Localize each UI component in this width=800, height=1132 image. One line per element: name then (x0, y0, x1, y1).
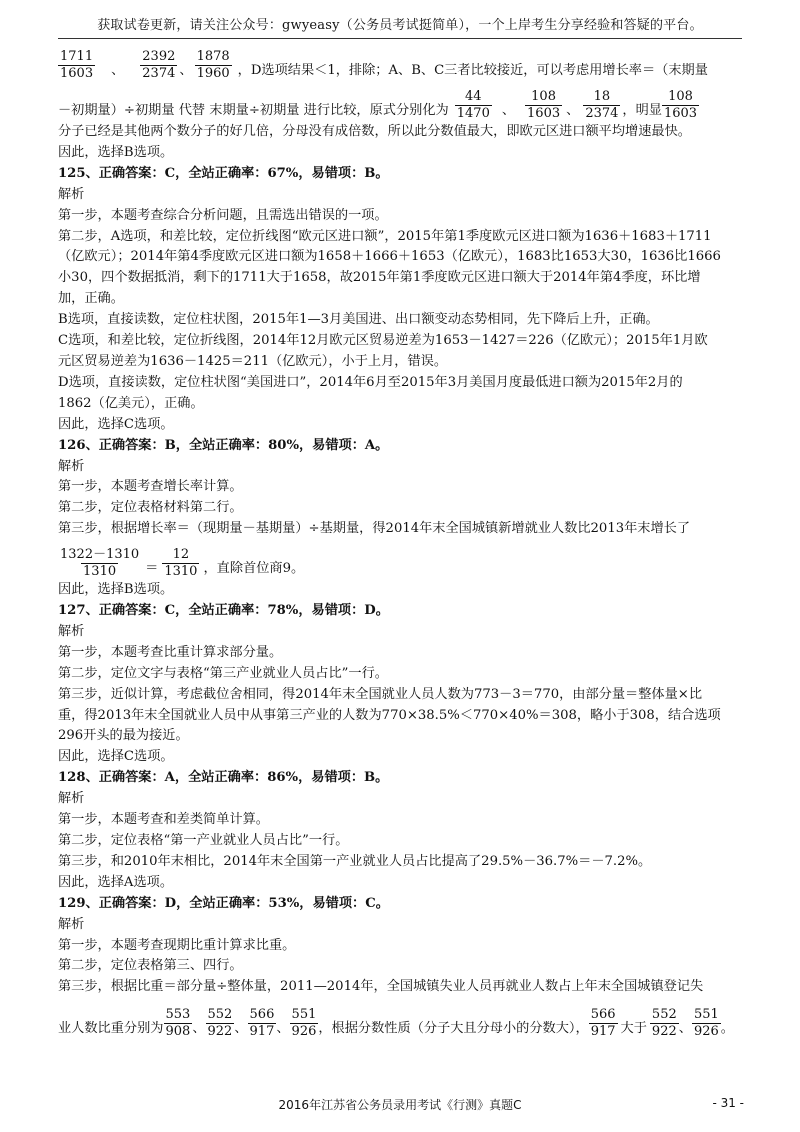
q126-fraction-line: $\frac{1322-1310}{1310}$ ＝ $\frac{12}{1310}$ ，直除首位商9。 (60, 547, 305, 580)
intro-line-2: －初期量）÷初期量 代替 末期量÷初期量 进行比较，原式分别化为 $\frac{44}{1470}$ 、 $\frac{108}{1603}$ 、 $\frac{18}{2374}$ ，明显 $\frac{108}{1603}$ (58, 89, 698, 121)
fraction: $\frac{18}{2374}$ (585, 89, 619, 121)
page-header: 获取试卷更新，请关注公众号：gwyeasy（公务员考试挺简单），一个上岸考生分享经验和答疑的平台。 (97, 18, 703, 33)
intro-fraction-line: $\frac{1711}{1603}$ 、 $\frac{2392}{2374}$ 、 $\frac{1878}{1960}$ ，D选项结果＜1，排除；A、B、C三者比较接近，可以考虑用增长率＝（末期量 (60, 49, 708, 81)
q129-answer-heading: 129、正确答案：D，全站正确率：53%，易错项：C。 (58, 895, 389, 911)
text-line: 第三步，近似计算，考虑截位舍相同，得2014年末全国就业人员人数为773－3＝770，由部分量＝整体量×比 (58, 686, 703, 702)
text-line: 元区贸易逆差为1636－1425＝211（亿欧元），小于上月，错误。 (58, 353, 448, 369)
text-line: 第一步，本题考查现期比重计算求比重。 (58, 937, 296, 953)
q129-explanation (58, 915, 748, 999)
fraction: $\frac{44}{1470}$ (456, 89, 490, 121)
text-line: 重，得2013年末全国就业人员中从事第三产业的人数为770×38.5%＜770×40%＝308，略小于308，结合选项 (58, 707, 721, 723)
text-line: 因此，选择A选项。 (58, 874, 174, 890)
q125-answer-heading: 125、正确答案：C，全站正确率：67%，易错项：B。 (58, 165, 389, 181)
document-body (58, 44, 748, 1040)
fraction: $\frac{551}{926}$ (291, 1007, 317, 1040)
q125-explanation (58, 185, 748, 436)
fraction: $\frac{108}{1603}$ (663, 89, 698, 121)
intro-conclusion: 因此，选择B选项。 (58, 144, 174, 160)
fraction: $\frac{2392}{2374}$ (142, 49, 176, 81)
fraction: $\frac{566}{917}$ (249, 1007, 275, 1040)
fraction: $\frac{553}{908}$ (165, 1007, 191, 1040)
text-line: 第二步，定位文字与表格“第三产业就业人员占比”一行。 (58, 665, 388, 681)
text-line: 第二步，定位表格材料第二行。 (58, 500, 243, 516)
text-line: 1862（亿美元），正确。 (58, 395, 204, 411)
text-line: 第三步，根据比重＝部分量÷整体量，2011—2014年，全国城镇失业人员再就业人数占上年末全国城镇登记失 (58, 979, 704, 995)
text-line: B选项，直接读数，定位柱状图，2015年1—3月美国进、出口额变动态势相同，先下降后上升，正确。 (58, 312, 659, 328)
q128-answer-heading: 128、正确答案：A，全站正确率：86%，易错项：B。 (58, 770, 389, 786)
text-line: 第三步，和2010年末相比，2014年末全国第一产业就业人员占比提高了29.5%－36.7%＝－7.2%。 (58, 853, 652, 869)
text-line: 解析 (58, 458, 85, 474)
q126-explanation (58, 457, 748, 541)
q129-fraction-line: 业人数比重分别为 $\frac{553}{908}$ 、 $\frac{552}{922}$ 、 $\frac{566}{917}$ 、 $\frac{551}{926}$ ，根据分数性质（分子大且分母小的分数大）， $\frac{566}{917}$ 大于 $\frac{552}{922}$ 、 $\frac{551}{926}$ 。 (58, 1007, 734, 1040)
text-line: 第二步，定位表格第三、四行。 (58, 958, 243, 974)
text-line: 第一步，本题考查比重计算求部分量。 (58, 644, 283, 660)
intro-text-1: ，D选项结果＜1，排除；A、B、C三者比较接近，可以考虑用增长率＝（末期量 (237, 63, 708, 79)
fraction: $\frac{1322-1310}{1310}$ (60, 547, 140, 580)
q127-answer-heading: 127、正确答案：C，全站正确率：78%，易错项：D。 (58, 603, 389, 619)
text-line: 解析 (58, 623, 85, 639)
text-line: 第一步，本题考查和差类简单计算。 (58, 812, 269, 828)
q127-explanation (58, 622, 748, 768)
fraction: $\frac{552}{922}$ (651, 1007, 677, 1040)
text-line: 296开头的最为接近。 (58, 728, 189, 744)
text-line: 第二步，A选项，和差比较，定位折线图“欧元区进口额”，2015年第1季度欧元区进口额为1636＋1683＋1711 (58, 228, 712, 244)
fraction: $\frac{552}{922}$ (207, 1007, 233, 1040)
page-number: - 31 - (712, 1096, 744, 1110)
q126-conclusion: 因此，选择B选项。 (58, 582, 174, 598)
text-line: 第一步，本题考查增长率计算。 (58, 479, 243, 495)
text-line: 因此，选择C选项。 (58, 416, 174, 432)
fraction: $\frac{12}{1310}$ (164, 547, 198, 580)
text-line: 第一步，本题考查综合分析问题，且需选出错误的一项。 (58, 207, 388, 223)
fraction: $\frac{1711}{1603}$ (60, 49, 94, 81)
text-line: 解析 (58, 186, 85, 202)
footer-title: 2016年江苏省公务员录用考试《行测》真题C (278, 1098, 522, 1112)
intro-line-3: 分子已经是其他两个数分子的好几倍，分母没有成倍数，所以此分数值最大，即欧元区进口额平均增速最快。 (58, 124, 691, 139)
text-line: 解析 (58, 916, 85, 932)
fraction: $\frac{551}{926}$ (693, 1007, 719, 1040)
fraction: $\frac{1878}{1960}$ (196, 49, 230, 81)
q126-answer-heading: 126、正确答案：B，全站正确率：80%，易错项：A。 (58, 437, 389, 453)
q128-explanation (58, 789, 748, 894)
text-line: 解析 (58, 791, 85, 807)
text-line: 第三步，根据增长率＝（现期量－基期量）÷基期量，得2014年末全国城镇新增就业人数比2013年末增长了 (58, 521, 691, 537)
header-divider (58, 38, 742, 39)
text-line: 因此，选择C选项。 (58, 749, 174, 765)
fraction: $\frac{566}{917}$ (590, 1007, 616, 1040)
text-line: C选项，和差比较，定位折线图，2014年12月欧元区贸易逆差为1653－1427＝226（亿欧元）；2015年1月欧 (58, 333, 708, 349)
text-line: （亿欧元）；2014年第4季度欧元区进口额为1658＋1666＋1653（亿欧元），1683比1653大30，1636比1666 (58, 249, 721, 265)
text-line: 小30，四个数据抵消，剩下的1711大于1658，故2015年第1季度欧元区进口额大于2014年第4季度，环比增 (58, 270, 701, 286)
text-line: 第二步，定位表格“第一产业就业人员占比”一行。 (58, 833, 349, 848)
text-line: D选项，直接读数，定位柱状图“美国进口”，2014年6月至2015年3月美国月度最低进口额为2015年2月的 (58, 374, 683, 390)
fraction: $\frac{108}{1603}$ (527, 89, 561, 121)
text-line: 加，正确。 (58, 291, 124, 307)
